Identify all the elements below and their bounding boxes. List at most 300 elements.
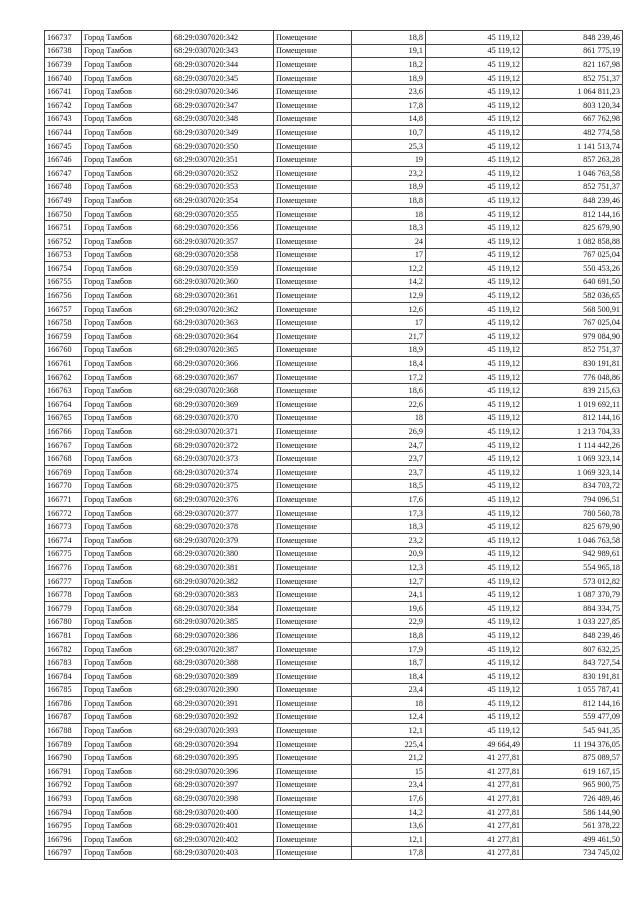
cadastral-number-cell: 68:29:0307020:388 (172, 656, 274, 670)
table-row (45, 98, 623, 112)
object-type-cell: Помещение (274, 601, 352, 615)
city-cell: Город Тамбов (82, 221, 172, 235)
table-row (45, 833, 623, 847)
object-type-cell: Помещение (274, 425, 352, 439)
cadastral-value-cell: 1 114 442,26 (523, 438, 623, 452)
table-row (45, 71, 623, 85)
document-page (44, 30, 623, 860)
cadastral-number-cell: 68:29:0307020:394 (172, 737, 274, 751)
area-cell: 20,9 (352, 547, 426, 561)
unit-value-cell: 45 119,12 (426, 710, 523, 724)
cadastral-number-cell: 68:29:0307020:360 (172, 275, 274, 289)
table-row (45, 466, 623, 480)
object-type-cell: Помещение (274, 180, 352, 194)
table-row (45, 234, 623, 248)
cadastral-value-cell: 830 191,81 (523, 669, 623, 683)
area-cell: 22,6 (352, 398, 426, 412)
unit-value-cell: 45 119,12 (426, 533, 523, 547)
object-type-cell: Помещение (274, 466, 352, 480)
cadastral-number-cell: 68:29:0307020:392 (172, 710, 274, 724)
row-id: 166771 (45, 493, 82, 507)
unit-value-cell: 45 119,12 (426, 221, 523, 235)
table-row (45, 194, 623, 208)
cadastral-number-cell: 68:29:0307020:364 (172, 330, 274, 344)
cadastral-number-cell: 68:29:0307020:371 (172, 425, 274, 439)
object-type-cell: Помещение (274, 574, 352, 588)
object-type-cell: Помещение (274, 547, 352, 561)
city-cell: Город Тамбов (82, 601, 172, 615)
cadastral-number-cell: 68:29:0307020:390 (172, 683, 274, 697)
row-id: 166738 (45, 44, 82, 58)
area-cell: 18,8 (352, 31, 426, 45)
area-cell: 24,1 (352, 588, 426, 602)
table-row (45, 44, 623, 58)
cadastral-number-cell: 68:29:0307020:369 (172, 398, 274, 412)
row-id: 166743 (45, 112, 82, 126)
row-id: 166777 (45, 574, 82, 588)
object-type-cell: Помещение (274, 724, 352, 738)
unit-value-cell: 45 119,12 (426, 85, 523, 99)
cadastral-value-cell: 767 025,04 (523, 248, 623, 262)
object-type-cell: Помещение (274, 710, 352, 724)
cadastral-number-cell: 68:29:0307020:387 (172, 642, 274, 656)
unit-value-cell: 45 119,12 (426, 180, 523, 194)
cadastral-value-cell: 619 167,15 (523, 765, 623, 779)
table-row (45, 751, 623, 765)
unit-value-cell: 45 119,12 (426, 683, 523, 697)
row-id: 166795 (45, 819, 82, 833)
table-row (45, 805, 623, 819)
cadastral-number-cell: 68:29:0307020:366 (172, 357, 274, 371)
unit-value-cell: 45 119,12 (426, 302, 523, 316)
area-cell: 17,6 (352, 493, 426, 507)
row-id: 166770 (45, 479, 82, 493)
area-cell: 13,6 (352, 819, 426, 833)
cadastral-number-cell: 68:29:0307020:397 (172, 778, 274, 792)
cadastral-number-cell: 68:29:0307020:391 (172, 697, 274, 711)
table-row (45, 669, 623, 683)
cadastral-number-cell: 68:29:0307020:370 (172, 411, 274, 425)
area-cell: 18 (352, 207, 426, 221)
unit-value-cell: 41 277,81 (426, 846, 523, 860)
unit-value-cell: 45 119,12 (426, 493, 523, 507)
row-id: 166754 (45, 262, 82, 276)
cadastral-number-cell: 68:29:0307020:353 (172, 180, 274, 194)
unit-value-cell: 45 119,12 (426, 316, 523, 330)
area-cell: 19,1 (352, 44, 426, 58)
unit-value-cell: 45 119,12 (426, 139, 523, 153)
unit-value-cell: 45 119,12 (426, 724, 523, 738)
cadastral-number-cell: 68:29:0307020:380 (172, 547, 274, 561)
cadastral-value-cell: 11 194 376,05 (523, 737, 623, 751)
object-type-cell: Помещение (274, 629, 352, 643)
city-cell: Город Тамбов (82, 330, 172, 344)
unit-value-cell: 49 664,49 (426, 737, 523, 751)
cadastral-value-table (44, 30, 623, 860)
object-type-cell: Помещение (274, 262, 352, 276)
cadastral-value-cell: 1 141 513,74 (523, 139, 623, 153)
cadastral-number-cell: 68:29:0307020:348 (172, 112, 274, 126)
object-type-cell: Помещение (274, 792, 352, 806)
row-id: 166747 (45, 166, 82, 180)
cadastral-value-cell: 561 378,22 (523, 819, 623, 833)
unit-value-cell: 45 119,12 (426, 411, 523, 425)
object-type-cell: Помещение (274, 31, 352, 45)
object-type-cell: Помещение (274, 452, 352, 466)
table-row (45, 547, 623, 561)
cadastral-number-cell: 68:29:0307020:393 (172, 724, 274, 738)
table-row (45, 31, 623, 45)
row-id: 166792 (45, 778, 82, 792)
row-id: 166774 (45, 533, 82, 547)
unit-value-cell: 45 119,12 (426, 629, 523, 643)
area-cell: 18,2 (352, 58, 426, 72)
cadastral-value-cell: 568 500,91 (523, 302, 623, 316)
unit-value-cell: 45 119,12 (426, 234, 523, 248)
area-cell: 19 (352, 153, 426, 167)
object-type-cell: Помещение (274, 683, 352, 697)
area-cell: 14,2 (352, 805, 426, 819)
unit-value-cell: 45 119,12 (426, 112, 523, 126)
unit-value-cell: 45 119,12 (426, 669, 523, 683)
cadastral-value-cell: 821 167,98 (523, 58, 623, 72)
cadastral-number-cell: 68:29:0307020:361 (172, 289, 274, 303)
city-cell: Город Тамбов (82, 438, 172, 452)
table-row (45, 710, 623, 724)
city-cell: Город Тамбов (82, 452, 172, 466)
cadastral-value-cell: 825 679,90 (523, 221, 623, 235)
city-cell: Город Тамбов (82, 126, 172, 140)
unit-value-cell: 45 119,12 (426, 398, 523, 412)
city-cell: Город Тамбов (82, 44, 172, 58)
table-row (45, 533, 623, 547)
unit-value-cell: 41 277,81 (426, 751, 523, 765)
table-row (45, 343, 623, 357)
unit-value-cell: 41 277,81 (426, 778, 523, 792)
cadastral-value-cell: 803 120,34 (523, 98, 623, 112)
area-cell: 24 (352, 234, 426, 248)
area-cell: 26,9 (352, 425, 426, 439)
cadastral-value-cell: 848 239,46 (523, 194, 623, 208)
object-type-cell: Помещение (274, 234, 352, 248)
table-row (45, 330, 623, 344)
cadastral-value-cell: 767 025,04 (523, 316, 623, 330)
cadastral-number-cell: 68:29:0307020:402 (172, 833, 274, 847)
area-cell: 18,6 (352, 384, 426, 398)
cadastral-number-cell: 68:29:0307020:372 (172, 438, 274, 452)
area-cell: 21,2 (352, 751, 426, 765)
cadastral-number-cell: 68:29:0307020:357 (172, 234, 274, 248)
cadastral-number-cell: 68:29:0307020:376 (172, 493, 274, 507)
table-row (45, 112, 623, 126)
city-cell: Город Тамбов (82, 805, 172, 819)
row-id: 166776 (45, 561, 82, 575)
cadastral-value-cell: 554 965,18 (523, 561, 623, 575)
object-type-cell: Помещение (274, 751, 352, 765)
row-id: 166762 (45, 370, 82, 384)
city-cell: Город Тамбов (82, 398, 172, 412)
row-id: 166780 (45, 615, 82, 629)
unit-value-cell: 41 277,81 (426, 833, 523, 847)
city-cell: Город Тамбов (82, 71, 172, 85)
object-type-cell: Помещение (274, 153, 352, 167)
table-row (45, 384, 623, 398)
object-type-cell: Помещение (274, 697, 352, 711)
cadastral-number-cell: 68:29:0307020:349 (172, 126, 274, 140)
unit-value-cell: 45 119,12 (426, 561, 523, 575)
unit-value-cell: 45 119,12 (426, 601, 523, 615)
table-row (45, 452, 623, 466)
cadastral-value-cell: 1 064 811,23 (523, 85, 623, 99)
city-cell: Город Тамбов (82, 343, 172, 357)
city-cell: Город Тамбов (82, 710, 172, 724)
table-row (45, 479, 623, 493)
area-cell: 23,7 (352, 452, 426, 466)
area-cell: 18,4 (352, 357, 426, 371)
area-cell: 17,2 (352, 370, 426, 384)
cadastral-number-cell: 68:29:0307020:367 (172, 370, 274, 384)
row-id: 166760 (45, 343, 82, 357)
area-cell: 12,3 (352, 561, 426, 575)
cadastral-number-cell: 68:29:0307020:343 (172, 44, 274, 58)
cadastral-number-cell: 68:29:0307020:374 (172, 466, 274, 480)
table-row (45, 588, 623, 602)
object-type-cell: Помещение (274, 370, 352, 384)
cadastral-number-cell: 68:29:0307020:382 (172, 574, 274, 588)
row-id: 166788 (45, 724, 82, 738)
unit-value-cell: 45 119,12 (426, 506, 523, 520)
table-row (45, 166, 623, 180)
city-cell: Город Тамбов (82, 561, 172, 575)
table-row (45, 615, 623, 629)
area-cell: 24,7 (352, 438, 426, 452)
row-id: 166778 (45, 588, 82, 602)
object-type-cell: Помещение (274, 438, 352, 452)
cadastral-number-cell: 68:29:0307020:396 (172, 765, 274, 779)
object-type-cell: Помещение (274, 275, 352, 289)
unit-value-cell: 45 119,12 (426, 71, 523, 85)
object-type-cell: Помещение (274, 533, 352, 547)
cadastral-value-cell: 839 215,63 (523, 384, 623, 398)
object-type-cell: Помещение (274, 846, 352, 860)
cadastral-value-cell: 812 144,16 (523, 411, 623, 425)
row-id: 166790 (45, 751, 82, 765)
area-cell: 17,8 (352, 846, 426, 860)
row-id: 166756 (45, 289, 82, 303)
unit-value-cell: 45 119,12 (426, 656, 523, 670)
table-row (45, 765, 623, 779)
unit-value-cell: 45 119,12 (426, 289, 523, 303)
city-cell: Город Тамбов (82, 629, 172, 643)
city-cell: Город Тамбов (82, 778, 172, 792)
cadastral-value-cell: 726 489,46 (523, 792, 623, 806)
cadastral-value-cell: 1 046 763,58 (523, 533, 623, 547)
unit-value-cell: 45 119,12 (426, 166, 523, 180)
object-type-cell: Помещение (274, 506, 352, 520)
row-id: 166740 (45, 71, 82, 85)
city-cell: Город Тамбов (82, 302, 172, 316)
cadastral-value-cell: 499 461,50 (523, 833, 623, 847)
row-id: 166789 (45, 737, 82, 751)
cadastral-value-cell: 848 239,46 (523, 31, 623, 45)
unit-value-cell: 45 119,12 (426, 44, 523, 58)
cadastral-number-cell: 68:29:0307020:398 (172, 792, 274, 806)
city-cell: Город Тамбов (82, 139, 172, 153)
city-cell: Город Тамбов (82, 520, 172, 534)
unit-value-cell: 45 119,12 (426, 153, 523, 167)
area-cell: 12,2 (352, 262, 426, 276)
city-cell: Город Тамбов (82, 248, 172, 262)
area-cell: 21,7 (352, 330, 426, 344)
city-cell: Город Тамбов (82, 207, 172, 221)
object-type-cell: Помещение (274, 357, 352, 371)
unit-value-cell: 45 119,12 (426, 384, 523, 398)
city-cell: Город Тамбов (82, 425, 172, 439)
unit-value-cell: 45 119,12 (426, 574, 523, 588)
table-row (45, 370, 623, 384)
row-id: 166749 (45, 194, 82, 208)
city-cell: Город Тамбов (82, 819, 172, 833)
row-id: 166772 (45, 506, 82, 520)
cadastral-value-cell: 559 477,09 (523, 710, 623, 724)
city-cell: Город Тамбов (82, 765, 172, 779)
city-cell: Город Тамбов (82, 697, 172, 711)
city-cell: Город Тамбов (82, 31, 172, 45)
row-id: 166759 (45, 330, 82, 344)
cadastral-value-cell: 794 096,51 (523, 493, 623, 507)
row-id: 166764 (45, 398, 82, 412)
unit-value-cell: 41 277,81 (426, 819, 523, 833)
cadastral-number-cell: 68:29:0307020:386 (172, 629, 274, 643)
unit-value-cell: 45 119,12 (426, 343, 523, 357)
cadastral-number-cell: 68:29:0307020:345 (172, 71, 274, 85)
city-cell: Город Тамбов (82, 656, 172, 670)
row-id: 166769 (45, 466, 82, 480)
table-row (45, 153, 623, 167)
city-cell: Город Тамбов (82, 112, 172, 126)
cadastral-value-cell: 812 144,16 (523, 697, 623, 711)
table-row (45, 438, 623, 452)
table-row (45, 778, 623, 792)
cadastral-value-cell: 1 082 858,88 (523, 234, 623, 248)
row-id: 166773 (45, 520, 82, 534)
cadastral-number-cell: 68:29:0307020:385 (172, 615, 274, 629)
table-row (45, 316, 623, 330)
row-id: 166737 (45, 31, 82, 45)
unit-value-cell: 45 119,12 (426, 370, 523, 384)
row-id: 166751 (45, 221, 82, 235)
row-id: 166794 (45, 805, 82, 819)
city-cell: Город Тамбов (82, 506, 172, 520)
row-id: 166741 (45, 85, 82, 99)
row-id: 166796 (45, 833, 82, 847)
unit-value-cell: 45 119,12 (426, 98, 523, 112)
cadastral-value-cell: 942 989,61 (523, 547, 623, 561)
area-cell: 12,1 (352, 833, 426, 847)
table-row (45, 724, 623, 738)
city-cell: Город Тамбов (82, 642, 172, 656)
cadastral-number-cell: 68:29:0307020:346 (172, 85, 274, 99)
cadastral-value-cell: 482 774,58 (523, 126, 623, 140)
city-cell: Город Тамбов (82, 58, 172, 72)
object-type-cell: Помещение (274, 302, 352, 316)
cadastral-number-cell: 68:29:0307020:381 (172, 561, 274, 575)
unit-value-cell: 45 119,12 (426, 357, 523, 371)
cadastral-number-cell: 68:29:0307020:359 (172, 262, 274, 276)
area-cell: 12,1 (352, 724, 426, 738)
area-cell: 18,3 (352, 221, 426, 235)
row-id: 166787 (45, 710, 82, 724)
city-cell: Город Тамбов (82, 153, 172, 167)
area-cell: 18,8 (352, 194, 426, 208)
unit-value-cell: 45 119,12 (426, 207, 523, 221)
table-row (45, 520, 623, 534)
object-type-cell: Помещение (274, 194, 352, 208)
city-cell: Город Тамбов (82, 547, 172, 561)
object-type-cell: Помещение (274, 588, 352, 602)
unit-value-cell: 45 119,12 (426, 452, 523, 466)
area-cell: 18,9 (352, 180, 426, 194)
object-type-cell: Помещение (274, 139, 352, 153)
unit-value-cell: 45 119,12 (426, 126, 523, 140)
area-cell: 18,8 (352, 629, 426, 643)
row-id: 166746 (45, 153, 82, 167)
city-cell: Город Тамбов (82, 479, 172, 493)
table-row (45, 656, 623, 670)
row-id: 166755 (45, 275, 82, 289)
unit-value-cell: 45 119,12 (426, 194, 523, 208)
object-type-cell: Помещение (274, 737, 352, 751)
area-cell: 23,7 (352, 466, 426, 480)
city-cell: Город Тамбов (82, 180, 172, 194)
area-cell: 225,4 (352, 737, 426, 751)
object-type-cell: Помещение (274, 819, 352, 833)
cadastral-value-cell: 780 560,78 (523, 506, 623, 520)
table-row (45, 737, 623, 751)
row-id: 166791 (45, 765, 82, 779)
cadastral-value-cell: 812 144,16 (523, 207, 623, 221)
table-row (45, 207, 623, 221)
row-id: 166784 (45, 669, 82, 683)
object-type-cell: Помещение (274, 479, 352, 493)
area-cell: 14,2 (352, 275, 426, 289)
area-cell: 14,8 (352, 112, 426, 126)
cadastral-number-cell: 68:29:0307020:342 (172, 31, 274, 45)
area-cell: 17 (352, 248, 426, 262)
cadastral-value-cell: 640 691,50 (523, 275, 623, 289)
object-type-cell: Помещение (274, 669, 352, 683)
area-cell: 18 (352, 411, 426, 425)
cadastral-number-cell: 68:29:0307020:362 (172, 302, 274, 316)
cadastral-number-cell: 68:29:0307020:355 (172, 207, 274, 221)
area-cell: 17,3 (352, 506, 426, 520)
area-cell: 25,3 (352, 139, 426, 153)
cadastral-number-cell: 68:29:0307020:400 (172, 805, 274, 819)
city-cell: Город Тамбов (82, 533, 172, 547)
unit-value-cell: 45 119,12 (426, 479, 523, 493)
unit-value-cell: 45 119,12 (426, 466, 523, 480)
area-cell: 18,7 (352, 656, 426, 670)
area-cell: 18,5 (352, 479, 426, 493)
row-id: 166781 (45, 629, 82, 643)
cadastral-value-cell: 875 089,57 (523, 751, 623, 765)
cadastral-value-cell: 1 055 787,41 (523, 683, 623, 697)
table-row (45, 425, 623, 439)
cadastral-value-cell: 848 239,46 (523, 629, 623, 643)
table-row (45, 792, 623, 806)
area-cell: 18,9 (352, 343, 426, 357)
row-id: 166783 (45, 656, 82, 670)
